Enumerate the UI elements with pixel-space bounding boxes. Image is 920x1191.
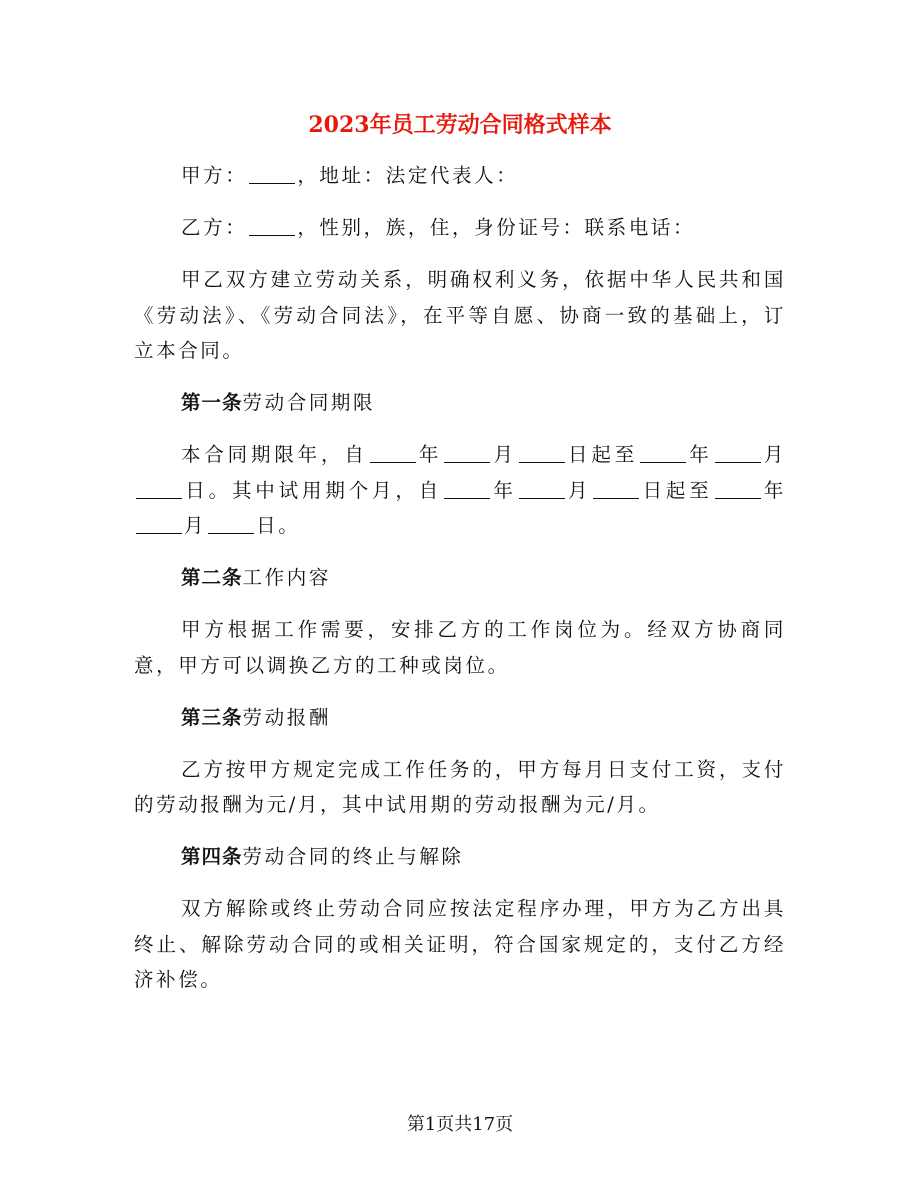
party-a-blank: [249, 164, 295, 185]
section-2-number: 第二条: [181, 566, 243, 589]
term-blank: [136, 514, 182, 535]
term-from-label: 日起至: [641, 478, 713, 502]
intro-paragraph: 甲乙双方建立劳动关系，明确权利义务，依据中华人民共和国《劳动法》、《劳动合同法》，在平等自愿、协商一致的基础上，订立本合同。: [134, 268, 786, 362]
party-b-label: 乙方：: [181, 216, 248, 239]
term-from-label: 日起至: [566, 443, 639, 466]
section-3-heading: [134, 700, 786, 736]
term-paragraph: [134, 437, 786, 544]
section-2-heading: [134, 560, 786, 596]
section-4-text: 双方解除或终止劳动合同应按法定程序办理，甲方为乙方出具终止、解除劳动合同的或相关证明，符合国家规定的，支付乙方经济补偿。: [134, 897, 786, 991]
term-blank: [519, 478, 565, 499]
section-3-title: 劳动报酬: [242, 705, 331, 729]
document-title: 2023年员工劳动合同格式样本: [308, 112, 612, 138]
party-a-label: 甲方：: [181, 164, 248, 187]
term-blank: [208, 514, 254, 535]
party-a-line: [134, 158, 786, 194]
term-year-label: 年: [762, 478, 786, 502]
term-blank: [519, 443, 565, 464]
term-blank: [136, 478, 182, 499]
term-text-1: 本合同期限年，自: [181, 443, 368, 466]
section-3-number: 第三条: [181, 705, 243, 729]
term-blank: [444, 478, 490, 499]
term-blank: [715, 478, 761, 499]
party-b-line: [134, 210, 786, 246]
term-blank: [715, 443, 761, 464]
section-1-heading: [134, 385, 786, 421]
term-year-label: 年: [417, 443, 443, 466]
section-2-title: 工作内容: [242, 566, 331, 589]
term-blank: [444, 443, 490, 464]
section-1-number: 第一条: [181, 391, 243, 414]
term-probation-label: 日。其中试用期个月，自: [184, 478, 443, 502]
section-1-title: 劳动合同期限: [242, 391, 376, 414]
party-b-blank: [249, 216, 295, 237]
term-blank: [593, 478, 639, 499]
term-blank: [640, 443, 686, 464]
page-number: 第1页共17页: [406, 1114, 514, 1135]
term-blank: [370, 443, 416, 464]
term-year-label: 年: [492, 478, 517, 502]
section-2-text: 甲方根据工作需要，安排乙方的工作岗位为。经双方协商同意，甲方可以调换乙方的工种或岗位。: [134, 618, 786, 677]
term-year-label: 年: [688, 443, 713, 466]
section-3-text: 乙方按甲方规定完成工作任务的，甲方每月日支付工资，支付的劳动报酬为元/月，其中试用期的劳动报酬为元/月。: [134, 757, 786, 816]
term-month-label: 月: [762, 443, 786, 466]
term-final-label: 日。: [256, 514, 301, 537]
term-month-label: 月: [566, 478, 592, 502]
document-body: [134, 158, 786, 1014]
party-a-rest: ，地址：法定代表人：: [297, 164, 519, 187]
term-month-label: 月: [492, 443, 517, 466]
section-4-title: 劳动合同的终止与解除: [242, 845, 464, 868]
term-month-label: 月: [184, 514, 207, 537]
party-b-rest: ，性别，族，住，身份证号：联系电话：: [297, 216, 696, 239]
section-4-number: 第四条: [181, 845, 243, 868]
section-4-heading: [134, 839, 786, 875]
